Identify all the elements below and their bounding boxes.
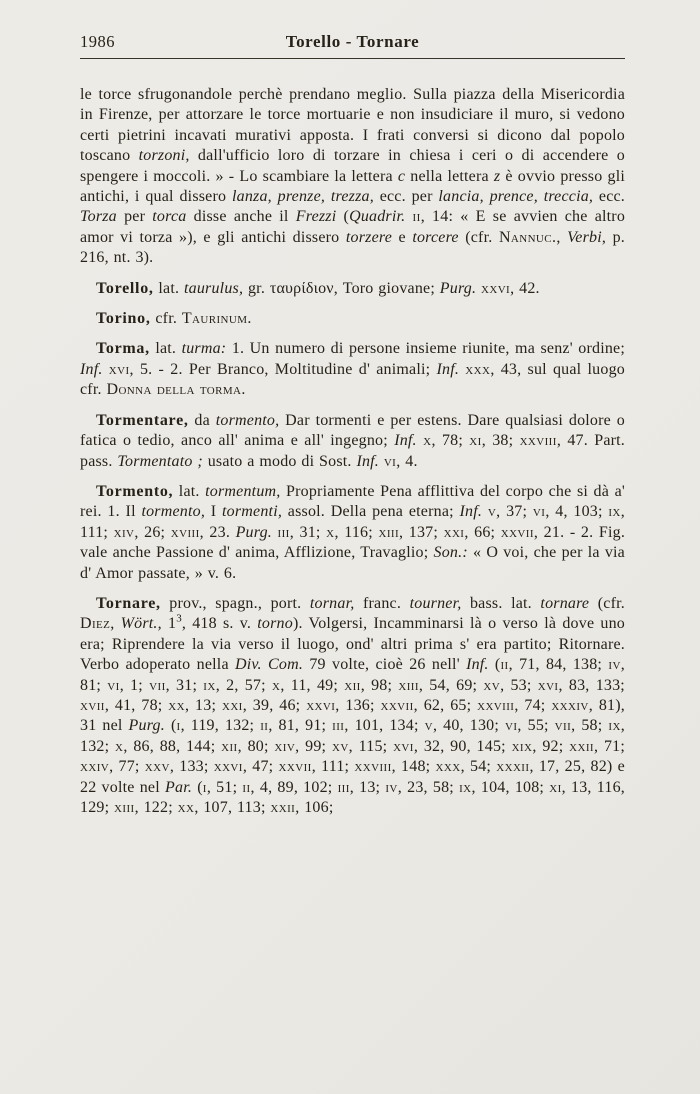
- running-title: Torello - Tornare: [285, 32, 420, 51]
- page-number: 1986: [80, 32, 115, 51]
- entry-tormentare: Tormentare, da tormento, Dar tormenti e per estens. Dare qualsiasi dolore o fatica o tedio, anco all' anima e all' ingegno; Inf. x, 78; xi, 38; xxviii, 47. Part. pass. Tormentato ; usato a modo di Sost. Inf. vi, 4.: [80, 411, 625, 470]
- paragraph-torzare-continuation: le torce sfrugonandole perchè prendano meglio. Sulla piazza della Misericordia in Firenze, per attorzare le torce mortuarie e non insudiciare il muro, si vedono certi pietrini incavati murativi apposta. I frati conversi si dicono dal popolo toscano torzoni, dall'ufficio loro di torzare in chiesa i ceri o di accendere o spengere i moccoli. » - Lo scambiare la lettera c nella lettera z è ovvio presso gli antichi, i qual dissero lanza, prenze, trezza, ecc. per lancia, prence, treccia, ecc. Torza per torca disse anche il Frezzi (Quadrir. ii, 14: « E se avvien che altro amor vi torza »), e gli antichi dissero torzere e torcere (cfr. Nannuc., Verbi, p. 216, nt. 3).: [80, 86, 626, 267]
- entry-tornare: Tornare, prov., spagn., port. tornar, franc. tourner, bass. lat. tornare (cfr. Diez, Wört., $1^3$, 418 s. v. torno). Volgersi, Incamminarsi là o verso là dove uno era; Riprendere la via verso il luogo, ond' altri prima s' era partito; Ritornare. Verbo adoperato nella Div. Com. 79 volte, cioè 26 nell' Inf. (ii, 71, 84, 138; iv, 81; vi, 1; vii, 31; ix, 2, 57; x, 11, 49; xii, 98; xiii, 54, 69; xv, 53; xvi, 83, 133; xvii, 41, 78; xx, 13; xxi, 39, 46; xxvi, 136; xxvii, 62, 65; xxviii, 74; xxxiv, 81), 31 nel Purg. (i, 119, 132; ii, 81, 91; iii, 101, 134; v, 40, 130; vi, 55; vii, 58; ix, 132; x, 86, 88, 144; xii, 80; xiv, 99; xv, 115; xvi, 32, 90, 145; xix, 92; xxii, 71; xxiv, 77; xxv, 133; xxvi, 47; xxvii, 111; xxviii, 148; xxx, 54; xxxii, 17, 25, 82) e 22 volte nel Par. (i, 51; ii, 4, 89, 102; iii, 13; iv, 23, 58; ix, 104, 108; xi, 13, 116, 129; xiii, 122; xx, 107, 113; xxii, 106;: [80, 594, 626, 816]
- entry-torino: Torino, cfr. Taurinum.: [96, 310, 252, 328]
- entry-torello: Torello, lat. taurulus, gr. ταυρίδιον, Toro giovane; Purg. xxvi, 42.: [96, 279, 540, 297]
- entry-torma: Torma, lat. turma: 1. Un numero di persone insieme riunite, ma senz' ordine; Inf. xvi, 5. - 2. Per Branco, Moltitudine d' animali; Inf. xxx, 43, sul qual luogo cfr. Donna della torma.: [80, 340, 625, 399]
- text-body: [80, 85, 625, 818]
- entry-tormento: Tormento, lat. tormentum, Propriamente Pena afflittiva del corpo che si dà a' rei. 1. Il tormento, I tormenti, assol. Della pena eterna; Inf. v, 37; vi, 4, 103; ix, 111; xiv, 26; xviii, 23. Purg. iii, 31; x, 116; xiii, 137; xxi, 66; xxvii, 21. - 2. Fig. vale anche Passione d' anima, Afflizione, Travaglio; Son.: « O voi, che per la via d' Amor passate, » v. 6.: [80, 482, 626, 582]
- running-head: [80, 30, 625, 59]
